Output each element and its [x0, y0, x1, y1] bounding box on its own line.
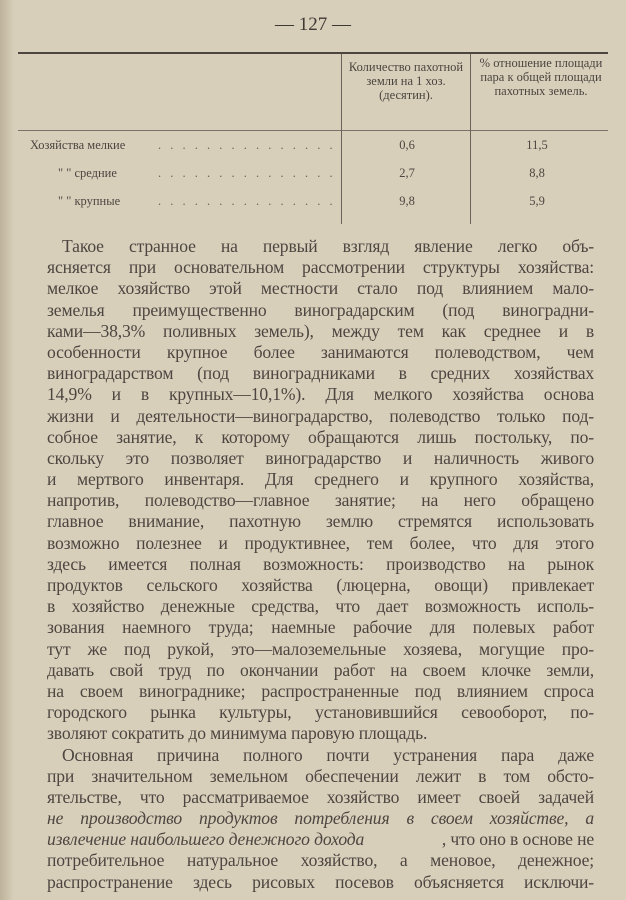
- text-line: распространение здесь рисовых посевов объясняется исключи-: [47, 871, 594, 892]
- table-top-rule: [18, 52, 608, 54]
- text-line: ятельстве, что рассматриваемое хозяйство имеет своей задачей: [47, 786, 594, 807]
- fallow-value: 5,9: [529, 194, 545, 208]
- text-line: возможно полезнее и продуктивнее, тем более, что для этого: [47, 532, 594, 553]
- text-line: земелья преимущественно виноградарским (под виноградни-: [47, 299, 594, 320]
- text-line: скольку это позволяет виноградарство и наличность живого: [47, 447, 594, 468]
- text-line: Такое странное на первый взгляд явление легко объ-: [62, 236, 594, 256]
- text-line: при значительном земельном обеспечении лежит в том обсто-: [47, 765, 594, 786]
- fallow-value: 11,5: [526, 138, 548, 152]
- text-line: зования наемного труда; наемные рабочие для полевых работ: [47, 617, 594, 638]
- text-line: зволяют сократить до минимума паровую площадь.: [47, 723, 428, 744]
- text-line: давать свой труд по окончании работ на своем клочке земли,: [47, 659, 594, 680]
- land-value: 9,8: [399, 194, 415, 208]
- page-edge-shadow: [0, 0, 14, 900]
- text-line: напротив, полеводство—главное занятие; на него обращено: [47, 490, 594, 511]
- text-line: на своем винограднике; распространенные под влиянием спроса: [47, 680, 594, 701]
- text-line: потребительное натуральное хозяйство, а меновое, денежное;: [47, 850, 594, 871]
- column-divider: [341, 54, 342, 224]
- column-header-fallow: % отношение площади пара к общей площади пахотных земель.: [479, 56, 603, 98]
- text-line: здесь имеется полная возможность: производство на рынок: [47, 553, 594, 574]
- text-line: особенности крупное более занимаются полеводством, чем: [47, 341, 594, 362]
- row-label: Хозяйства мелкие: [30, 138, 126, 152]
- column-divider: [470, 54, 471, 224]
- italic-phrase: извлечение наибольшего денежного дохода: [47, 829, 365, 850]
- fallow-value: 8,8: [529, 166, 545, 180]
- column-header-land: Количество пахотной земли на 1 хоз. (десятин).: [348, 60, 464, 102]
- text-line: жизни и деятельности—виноградарство, полеводство только под-: [47, 405, 594, 426]
- text-line: Основная причина полного почти устранения пара даже: [62, 744, 594, 765]
- line-continuation: , что оно в основе не: [441, 829, 594, 850]
- text-line: мелкое хозяйство этой местности стало под влиянием мало-: [47, 278, 594, 299]
- text-line: тут же под рукой, это—малоземельные хозяева, могущие про-: [47, 638, 594, 659]
- table-header-rule: [18, 130, 608, 131]
- text-line: городского рынка культуры, установившийся севооборот, по-: [47, 702, 594, 723]
- text-line: в хозяйство денежные средства, что дает возможность исполь-: [47, 596, 594, 617]
- land-value: 0,6: [399, 138, 415, 152]
- row-label: " " средние: [58, 166, 117, 180]
- text-line-italic: не производство продуктов потребления в своем хозяйстве, а: [47, 808, 594, 829]
- text-line: ками—38,3% поливных земель), между тем как среднее и в: [47, 320, 594, 341]
- text-line: [47, 829, 594, 850]
- land-value: 2,7: [399, 166, 415, 180]
- page-number: — 127 —: [275, 14, 351, 35]
- text-line: продуктов сельского хозяйства (люцерна, овощи) привлекает: [47, 575, 594, 595]
- text-line: 14,9% и в крупных—10,1%). Для мелкого хозяйства основа: [47, 384, 594, 405]
- text-line: ясняется при основательном рассмотрении структуры хозяйства:: [47, 257, 594, 278]
- body-text: [47, 236, 594, 893]
- text-line: и мертвого инвентаря. Для среднего и крупного хозяйства,: [47, 469, 594, 490]
- text-line: собное занятие, к которому обращаются лишь постольку, по-: [47, 426, 594, 447]
- text-line: главное внимание, пахотную землю стремятся использовать: [47, 511, 594, 532]
- row-label: " " крупные: [58, 194, 121, 208]
- text-line: виноградарством (под виноградниками в средних хозяйствах: [47, 363, 594, 384]
